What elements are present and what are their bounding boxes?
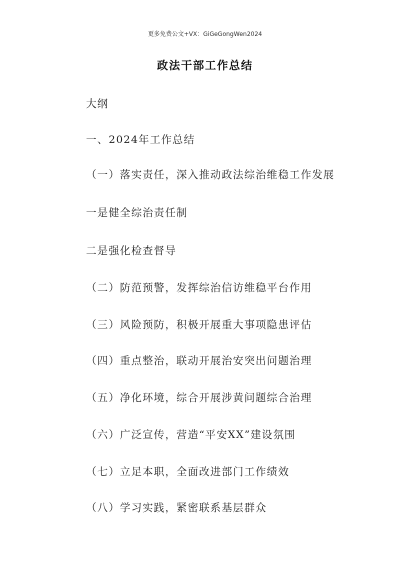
subsection-6: （六）广泛宣传，营造“平安XX”建设氛围	[86, 429, 296, 441]
subsection-5: （五）净化环境，综合开展涉黄问题综合治理	[86, 392, 312, 404]
subsection-2: （二）防范预警，发挥综治信访维稳平台作用	[86, 282, 312, 294]
subsection-7: （七）立足本职，全面改进部门工作绩效	[86, 466, 290, 478]
section-heading-1: 一、2024年工作总结	[86, 134, 196, 146]
item-1: 一是健全综治责任制	[86, 207, 188, 219]
subsection-3: （三）风险预防，积极开展重大事项隐患评估	[86, 319, 312, 331]
subsection-1: （一）落实责任，深入推动政法综治维稳工作发展	[86, 169, 335, 181]
item-2: 二是强化检查督导	[86, 245, 177, 257]
document-title: 政法干部工作总结	[157, 59, 253, 72]
subsection-8: （八）学习实践，紧密联系基层群众	[86, 502, 267, 514]
header-note: 更多免费公文+VX：GiGeGongWen2024	[147, 31, 263, 38]
outline-heading: 大纲	[86, 98, 109, 110]
subsection-4: （四）重点整治，联动开展治安突出问题治理	[86, 355, 312, 367]
